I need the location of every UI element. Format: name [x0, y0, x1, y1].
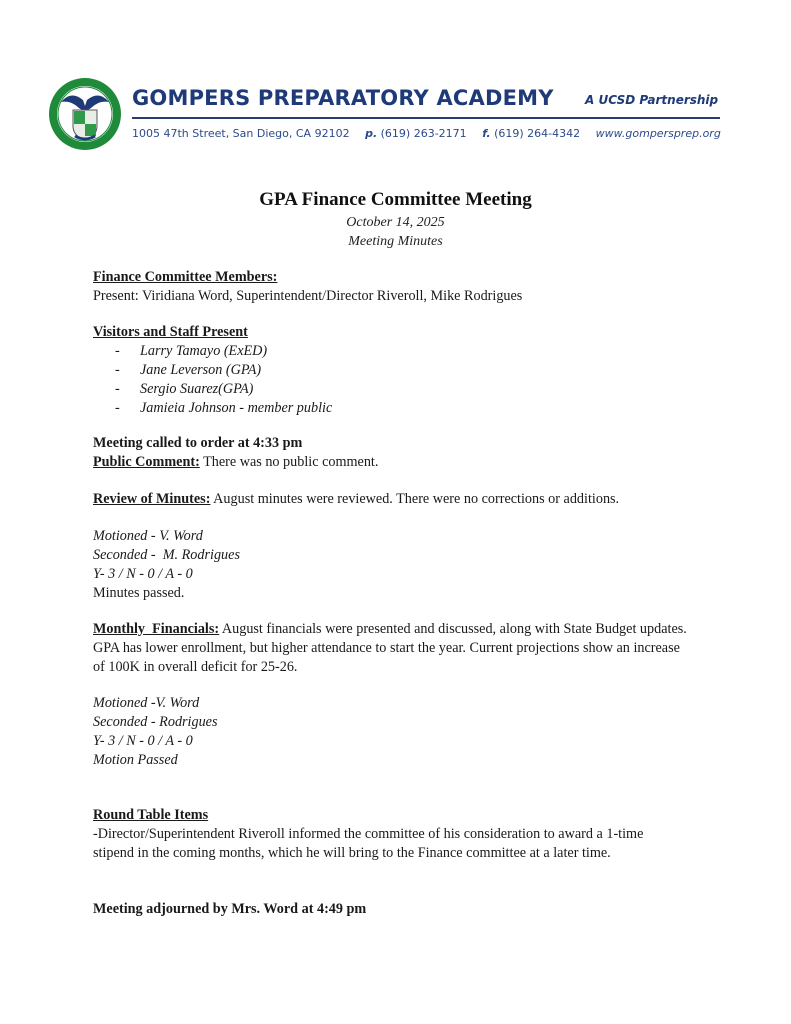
public-comment-text: There was no public comment. — [199, 454, 379, 470]
financials-text: August financials were presented and discussed, along with State Budget updates. GPA has lower enrollment, but higher attendance to start the year. Current projections show an increase of 100K in overall deficit for 25-26. — [93, 621, 687, 675]
list-item: - Sergio Suarez(GPA) — [93, 380, 708, 399]
address: 1005 47th Street, San Diego, CA 92102 — [132, 127, 350, 140]
partnership-tagline: A UCSD Partnership — [585, 93, 719, 107]
public-comment-heading: Public Comment: — [93, 454, 200, 470]
review-minutes-vote — [93, 527, 708, 603]
financials-paragraph — [93, 620, 693, 677]
school-name: GOMPERS PREPARATORY ACADEMY — [132, 86, 554, 110]
document-subtitle: Meeting Minutes — [348, 234, 443, 249]
document-title: GPA Finance Committee Meeting — [259, 189, 532, 210]
review-minutes-paragraph — [93, 490, 708, 509]
review-minutes-text: August minutes were reviewed. There were no corrections or additions. — [210, 491, 620, 507]
financials-heading: Monthly Financials: — [93, 621, 220, 637]
vote-tally: Y- 3 / N - 0 / A - 0 — [93, 566, 193, 582]
call-to-order: Meeting called to order at 4:33 pm — [93, 435, 303, 451]
round-table-text: -Director/Superintendent Riveroll informed the committee of his consideration to award a 1-time stipend in the coming months, which he will bring to the Finance committee at a later time. — [93, 826, 644, 861]
fax-number: (619) 264-4342 — [494, 127, 581, 140]
visitors-section — [93, 323, 708, 418]
list-item: - Larry Tamayo (ExED) — [93, 342, 708, 361]
list-item: - Jamieia Johnson - member public — [93, 399, 708, 418]
motioned-by: Motioned - V. Word — [93, 528, 203, 544]
website-link[interactable]: www.gompersprep.org — [595, 127, 721, 140]
call-to-order-section — [93, 434, 708, 472]
list-item: - Jane Leverson (GPA) — [93, 361, 708, 380]
motioned-by: Motioned -V. Word — [93, 695, 200, 711]
contact-line — [132, 127, 733, 140]
school-crest-eagle-shield-icon — [47, 76, 123, 152]
phone-number: (619) 263-2171 — [380, 127, 467, 140]
review-minutes-heading: Review of Minutes: — [93, 491, 211, 507]
vote-tally: Y- 3 / N - 0 / A - 0 — [93, 733, 193, 749]
round-table-section — [93, 806, 683, 863]
visitors-list — [93, 342, 708, 418]
members-section — [93, 268, 708, 306]
adjourned-statement: Meeting adjourned by Mrs. Word at 4:49 pm — [93, 901, 367, 917]
visitors-heading: Visitors and Staff Present — [93, 324, 248, 340]
financials-vote — [93, 694, 708, 770]
vote-result: Minutes passed. — [93, 585, 185, 601]
public-comment — [93, 453, 708, 472]
header-divider — [132, 117, 720, 119]
phone-label: p. — [365, 127, 378, 140]
members-present: Present: Viridiana Word, Superintendent/Director Riveroll, Mike Rodrigues — [93, 288, 523, 304]
meeting-date: October 14, 2025 — [346, 215, 445, 230]
members-heading: Finance Committee Members: — [93, 269, 278, 285]
review-minutes-section — [93, 490, 708, 509]
seconded-by: Seconded - Rodrigues — [93, 714, 218, 730]
financials-section — [93, 620, 693, 677]
round-table-heading: Round Table Items — [93, 807, 209, 823]
vote-result: Motion Passed — [93, 752, 178, 768]
fax-label: f. — [482, 127, 491, 140]
seconded-by: Seconded - M. Rodrigues — [93, 547, 240, 563]
school-crest-logo — [47, 76, 123, 152]
